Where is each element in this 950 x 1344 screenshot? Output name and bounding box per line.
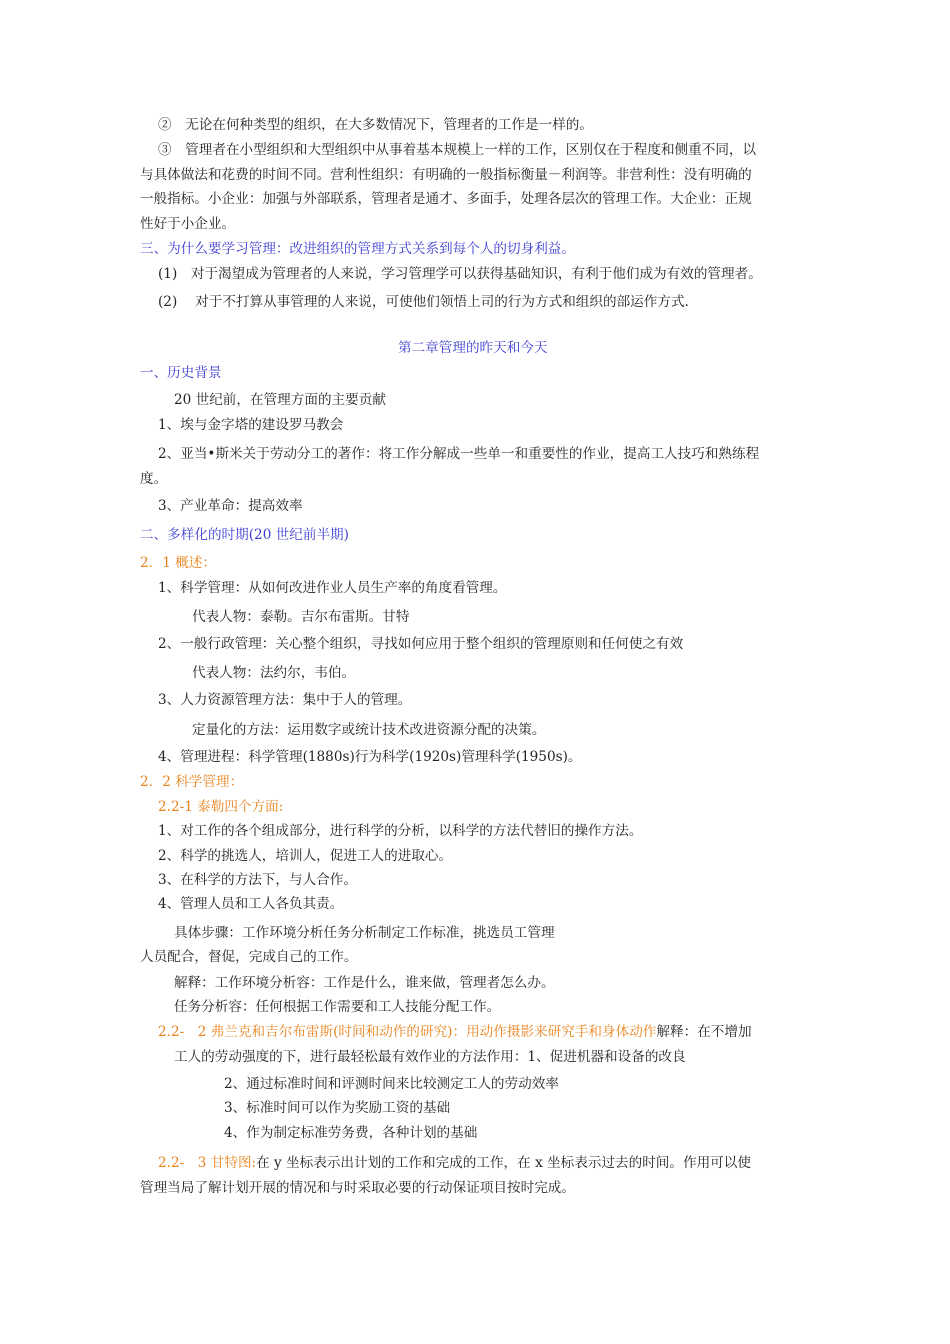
text-line: 1、对工作的各个组成部分，进行科学的分析，以科学的方法代替旧的操作方法。 [158, 823, 643, 839]
text-line: 代表人物：法约尔，韦伯。 [192, 665, 356, 681]
text-line: 4、管理人员和工人各负其责。 [158, 896, 344, 912]
text-line: 代表人物：泰勒。吉尔布雷斯。甘特 [192, 609, 410, 625]
section-heading: 二、多样化的时期(20 世纪前半期) [140, 527, 349, 543]
text-line: 性好于小企业。 [140, 216, 236, 232]
text-line: 一般指标。小企业：加强与外部联系，管理者是通才、多面手，处理各层次的管理工作。大企业：正规 [140, 191, 752, 207]
text-line: ③ 管理者在小型组织和大型组织中从事着基本规模上一样的工作，区别仅在于程度和侧重不同，以 [158, 142, 757, 158]
subsection-heading: 2.2-1 泰勒四个方面: [158, 799, 284, 815]
text-line: 3、人力资源管理方法：集中于人的管理。 [158, 692, 412, 708]
section-heading: 一、历史背景 [140, 365, 222, 381]
text-line: 2、科学的挑选人，培训人，促进工人的进取心。 [158, 848, 453, 864]
text-line: (1) 对于渴望成为管理者的人来说，学习管理学可以获得基础知识，有利于他们成为有效的管理者。 [158, 266, 762, 282]
text-line: 3、在科学的方法下，与人合作。 [158, 872, 357, 888]
text-line: 2、通过标准时间和评测时间来比较测定工人的劳动效率 [224, 1076, 559, 1092]
subsection-heading: 2．2 科学管理： [140, 774, 244, 790]
subsection-heading: 2.2- 3 甘特图: [158, 1155, 257, 1171]
subsection-heading: 2.2- 2 弗兰克和吉尔布雷斯(时间和动作的研究)：用动作摄影来研究手和身体动作 [158, 1024, 657, 1040]
text-line: 3、标准时间可以作为奖励工资的基础 [224, 1100, 451, 1116]
text-line: 人员配合，督促，完成自己的工作。 [140, 949, 358, 965]
chapter-title: 第二章管理的昨天和今天 [398, 340, 548, 356]
text-line: 工人的劳动强度的下，进行最轻松最有效作业的方法作用：1、促进机器和设备的改良 [174, 1049, 686, 1065]
text-line: 4、作为制定标准劳务费，各种计划的基础 [224, 1125, 478, 1141]
text-line: 1、科学管理：从如何改进作业人员生产率的角度看管理。 [158, 580, 507, 596]
text-line: 解释：工作环境分析容：工作是什么，谁来做，管理者怎么办。 [174, 975, 555, 991]
text-line: 3、产业革命：提高效率 [158, 498, 303, 514]
text-line: ② 无论在何种类型的组织，在大多数情况下，管理者的工作是一样的。 [158, 117, 593, 133]
inline-text: 解释：在不增加 [656, 1024, 752, 1040]
text-line: 定量化的方法：运用数字或统计技术改进资源分配的决策。 [192, 722, 546, 738]
text-line: 2、亚当•斯米关于劳动分工的著作：将工作分解成一些单一和重要性的作业，提高工人技巧和熟练程 [158, 446, 760, 462]
text-line: 度。 [140, 471, 168, 487]
text-line [158, 1154, 751, 1172]
text-line: 20 世纪前，在管理方面的主要贡献 [174, 392, 386, 408]
text-line: 具体步骤：工作环境分析任务分析制定工作标准，挑选员工管理 [174, 925, 555, 941]
inline-text: 在 y 坐标表示出计划的工作和完成的工作，在 x 坐标表示过去的时间。作用可以使 [256, 1155, 751, 1171]
text-line: 任务分析容：任何根据工作需要和工人技能分配工作。 [174, 999, 501, 1015]
section-heading: 三、为什么要学习管理：改进组织的管理方式关系到每个人的切身利益。 [140, 241, 575, 257]
text-line: 1、埃与金字塔的建设罗马教会 [158, 417, 344, 433]
text-line: 4、管理进程：科学管理(1880s)行为科学(1920s)管理科学(1950s)。 [158, 749, 582, 765]
text-line: 2、一般行政管理：关心整个组织，寻找如何应用于整个组织的管理原则和任何使之有效 [158, 636, 684, 652]
subsection-heading: 2．1 概述： [140, 555, 216, 571]
text-line: 与具体做法和花费的时间不同。营利性组织：有明确的一般指标衡量－利润等。非营利性：没有明确的 [140, 167, 752, 183]
text-line: (2) 对于不打算从事管理的人来说，可使他们领悟上司的行为方式和组织的部运作方式. [158, 294, 689, 310]
text-line: 管理当局了解计划开展的情况和与时采取必要的行动保证项目按时完成。 [140, 1180, 575, 1196]
text-line [158, 1023, 752, 1041]
